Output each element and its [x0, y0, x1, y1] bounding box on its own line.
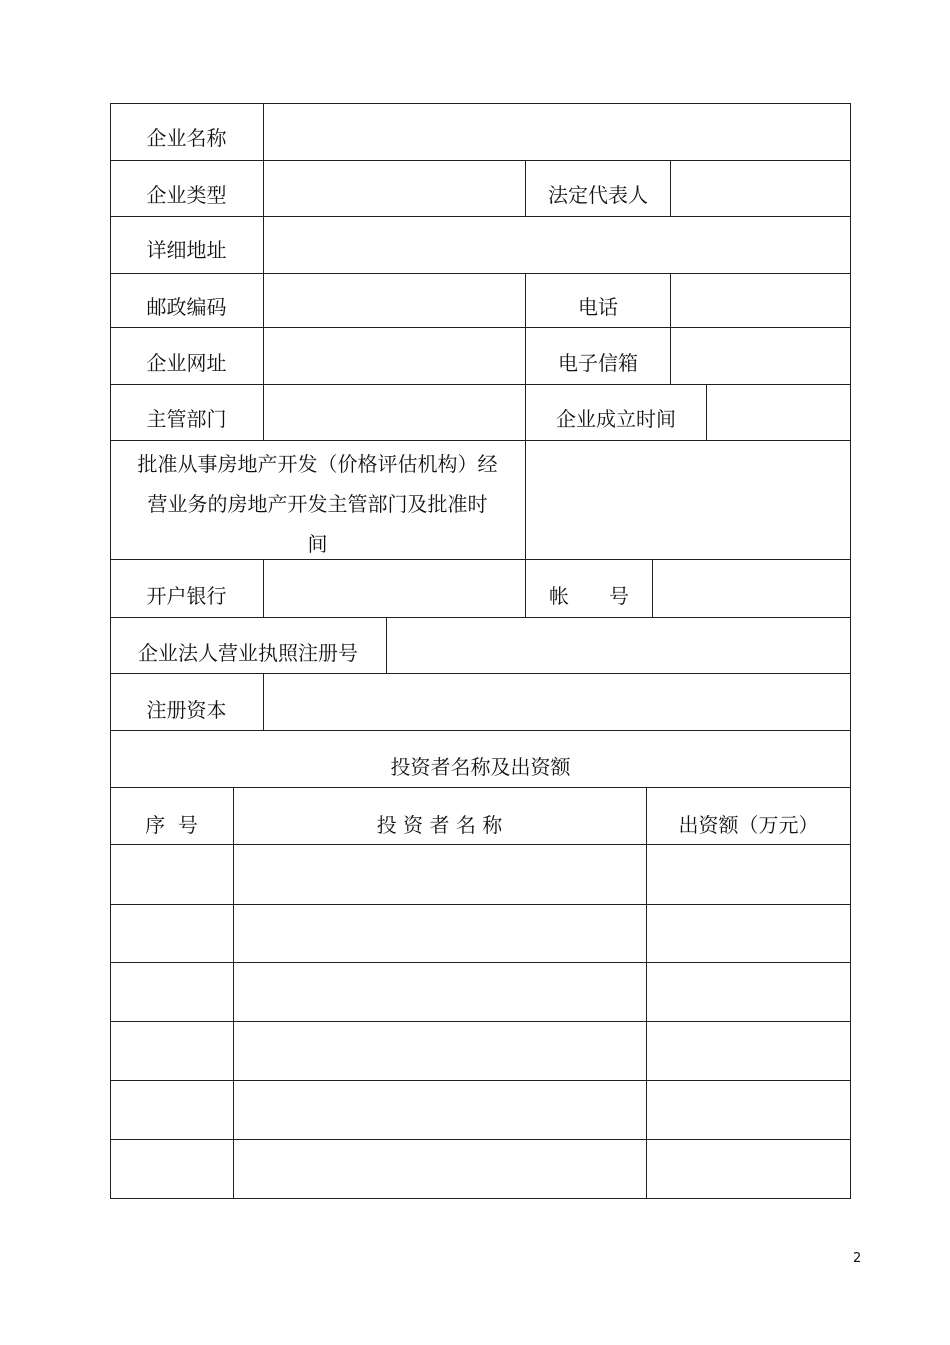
page-number: 2 [853, 1251, 862, 1266]
company-name-field[interactable] [264, 104, 850, 160]
label-license: 企业法人营业执照注册号 [138, 641, 358, 665]
bank-field[interactable] [264, 560, 525, 617]
label-address: 详细地址 [146, 238, 227, 262]
investor-amount-cell[interactable] [647, 1140, 850, 1198]
email-field[interactable] [671, 328, 850, 384]
label-approval-line3: 间 [307, 532, 328, 556]
label-bank: 开户银行 [146, 584, 227, 608]
investor-name-cell[interactable] [234, 1081, 646, 1139]
approval-field[interactable] [526, 441, 850, 559]
investor-seq-cell[interactable] [111, 1081, 233, 1139]
label-founded: 企业成立时间 [556, 407, 676, 431]
label-phone: 电话 [578, 295, 618, 319]
row-divider [110, 787, 851, 788]
investor-name-cell[interactable] [234, 845, 646, 904]
supervisor-field[interactable] [264, 385, 525, 440]
investor-name-cell[interactable] [234, 1022, 646, 1080]
label-capital: 注册资本 [146, 698, 227, 722]
label-company-type: 企业类型 [146, 183, 227, 207]
label-postcode: 邮政编码 [146, 295, 227, 319]
investor-amount-cell[interactable] [647, 1022, 850, 1080]
website-field[interactable] [264, 328, 525, 384]
capital-field[interactable] [264, 674, 850, 730]
phone-field[interactable] [671, 274, 850, 327]
label-account: 帐 号 [549, 584, 629, 608]
investor-seq-cell[interactable] [111, 845, 233, 904]
investor-amount-cell[interactable] [647, 1081, 850, 1139]
account-field[interactable] [653, 560, 850, 617]
legal-rep-field[interactable] [671, 161, 850, 216]
investor-seq-cell[interactable] [111, 963, 233, 1021]
investor-name-cell[interactable] [234, 1140, 646, 1198]
label-supervisor: 主管部门 [146, 407, 227, 431]
investor-name-cell[interactable] [234, 905, 646, 962]
header-investor-name: 投 资 者 名 称 [376, 813, 503, 837]
label-approval-line2: 营业务的房地产开发主管部门及批准时 [147, 492, 488, 516]
company-type-field[interactable] [264, 161, 525, 216]
investor-amount-cell[interactable] [647, 845, 850, 904]
investor-name-cell[interactable] [234, 963, 646, 1021]
investor-seq-cell[interactable] [111, 1140, 233, 1198]
investors-section-title: 投资者名称及出资额 [390, 755, 571, 779]
license-field[interactable] [387, 618, 850, 673]
investor-seq-cell[interactable] [111, 1022, 233, 1080]
label-website: 企业网址 [146, 351, 227, 375]
header-amount: 出资额（万元） [678, 813, 819, 837]
address-field[interactable] [264, 217, 850, 273]
header-seq: 序 号 [145, 813, 198, 837]
label-approval-line1: 批准从事房地产开发（价格评估机构）经 [137, 452, 498, 476]
label-legal-rep: 法定代表人 [548, 183, 648, 207]
founded-field[interactable] [707, 385, 850, 440]
postcode-field[interactable] [264, 274, 525, 327]
investor-seq-cell[interactable] [111, 905, 233, 962]
label-company-name: 企业名称 [146, 126, 227, 150]
investor-amount-cell[interactable] [647, 905, 850, 962]
row-divider [110, 730, 851, 731]
investor-amount-cell[interactable] [647, 963, 850, 1021]
label-email: 电子信箱 [558, 351, 638, 375]
